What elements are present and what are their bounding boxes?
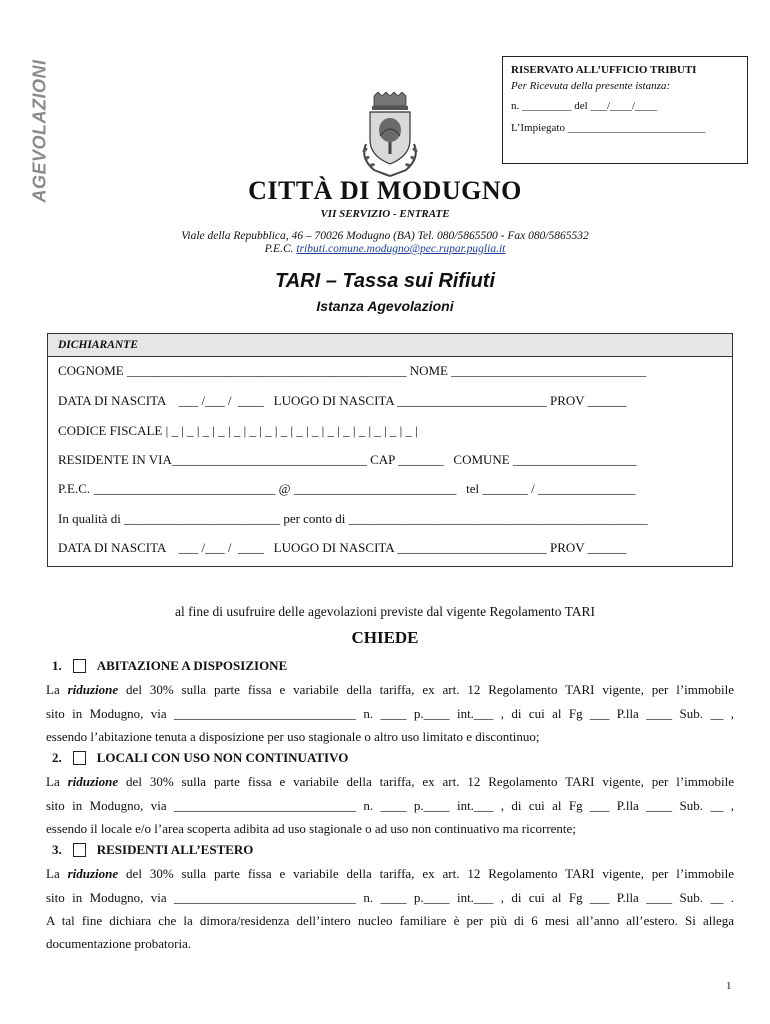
- option-1-line-2[interactable]: sito in Modugno, via ____________________________ n. ____ p.____ int.___ , di cui al Fg ___ P.lla ____ Sub. __ ,: [46, 706, 734, 721]
- option-3-line-3: A tal fine dichiara che la dimora/residenza dell’intero nucleo familiare è per più di 6 mesi all’anno all’estero. Si allega: [46, 913, 734, 928]
- office-address: Viale della Repubblica, 46 – 70026 Modugno (BA) Tel. 080/5865500 - Fax 080/5865532: [181, 230, 589, 242]
- option-3-line-1: La riduzione del 30% sulla parte fissa e variabile della tariffa, ex art. 12 Regolamento TARI vigente, per l’immobile: [46, 866, 734, 881]
- declarant-row-pec[interactable]: P.E.C. ____________________________ @ _________________________ tel _______ / _______________: [58, 481, 636, 496]
- emphasis: riduzione: [67, 682, 119, 697]
- declarant-row-birth[interactable]: DATA DI NASCITA ___ /___ / ____ LUOGO DI NASCITA _______________________ PROV ______: [58, 393, 627, 408]
- declarant-heading: DICHIARANTE: [48, 334, 732, 357]
- tax-title: TARI – Tassa sui Rifiuti: [274, 270, 496, 292]
- office-box-title: RISERVATO ALL’UFFICIO TRIBUTI: [511, 64, 697, 76]
- city-crest-icon: [350, 92, 430, 178]
- office-box-clerk-line: L’Impiegato _________________________: [511, 122, 706, 134]
- side-label-text: AGEVOLAZIONI: [29, 59, 50, 203]
- option-3-checkbox[interactable]: [73, 843, 86, 857]
- option-1-line-3: essendo l’abitazione tenuta a disposizione per uso stagionale o altro uso limitato e discontinuo;: [46, 729, 540, 744]
- request-title: CHIEDE: [351, 628, 419, 647]
- option-number: 1.: [52, 658, 62, 673]
- declarant-row-surname[interactable]: COGNOME ___________________________________________ NOME ______________________________: [58, 363, 647, 378]
- option-1-line-1: La riduzione del 30% sulla parte fissa e variabile della tariffa, ex art. 12 Regolamento TARI vigente, per l’immobile: [46, 682, 734, 697]
- option-3-line-2[interactable]: sito in Modugno, via ____________________________ n. ____ p.____ int.___ , di cui al Fg ___ P.lla ____ Sub. __ .: [46, 890, 734, 905]
- tax-subtitle: Istanza Agevolazioni: [316, 298, 454, 314]
- pec-email-link[interactable]: tributi.comune.modugno@pec.rupar.puglia.it: [296, 243, 506, 255]
- option-title: RESIDENTI ALL’ESTERO: [96, 842, 254, 857]
- option-1-checkbox[interactable]: [73, 659, 86, 673]
- office-box-number-line: n. _________ del ___/____/____: [511, 100, 658, 112]
- purpose-text: al fine di usufruire delle agevolazioni previste dal vigente Regolamento TARI: [174, 604, 596, 619]
- service-subtitle: VII SERVIZIO - ENTRATE: [320, 208, 450, 220]
- option-3-line-4: documentazione probatoria.: [46, 936, 192, 951]
- declarant-row-capacity[interactable]: In qualità di ________________________ per conto di ______________________________________________: [58, 511, 648, 526]
- pec-label: P.E.C.: [264, 243, 294, 255]
- option-2-line-3: essendo il locale e/o l’area scoperta adibita ad uso stagionale o ad uso non continuativo ma ricorrente;: [46, 821, 576, 836]
- emphasis: riduzione: [67, 774, 119, 789]
- declarant-row-birth-2[interactable]: DATA DI NASCITA ___ /___ / ____ LUOGO DI NASCITA _______________________ PROV ______: [58, 540, 627, 555]
- office-reserved-box: [502, 56, 748, 164]
- option-3-heading: [52, 842, 253, 858]
- option-title: LOCALI CON USO NON CONTINUATIVO: [96, 750, 349, 765]
- office-box-receipt: Per Ricevuta della presente istanza:: [511, 80, 671, 92]
- declarant-row-fiscal-code[interactable]: CODICE FISCALE | _ | _ | _ | _ | _ | _ | _ | _ | _ | _ | _ | _ | _ | _ | _ | _ |: [58, 423, 418, 438]
- option-2-heading: [52, 750, 348, 766]
- city-title: CITTÀ DI MODUGNO: [248, 176, 522, 205]
- option-number: 2.: [52, 750, 62, 765]
- option-1-heading: [52, 658, 287, 674]
- option-2-line-2[interactable]: sito in Modugno, via ____________________________ n. ____ p.____ int.___ , di cui al Fg ___ P.lla ____ Sub. __ ,: [46, 798, 734, 813]
- option-number: 3.: [52, 842, 62, 857]
- option-title: ABITAZIONE A DISPOSIZIONE: [96, 658, 288, 673]
- option-2-checkbox[interactable]: [73, 751, 86, 765]
- option-2-line-1: La riduzione del 30% sulla parte fissa e variabile della tariffa, ex art. 12 Regolamento TARI vigente, per l’immobile: [46, 774, 734, 789]
- page-number: 1: [726, 980, 732, 992]
- emphasis: riduzione: [67, 866, 119, 881]
- declarant-box: [47, 333, 733, 567]
- pec-line: [0, 243, 770, 255]
- declarant-row-residence[interactable]: RESIDENTE IN VIA______________________________ CAP _______ COMUNE ___________________: [58, 452, 637, 467]
